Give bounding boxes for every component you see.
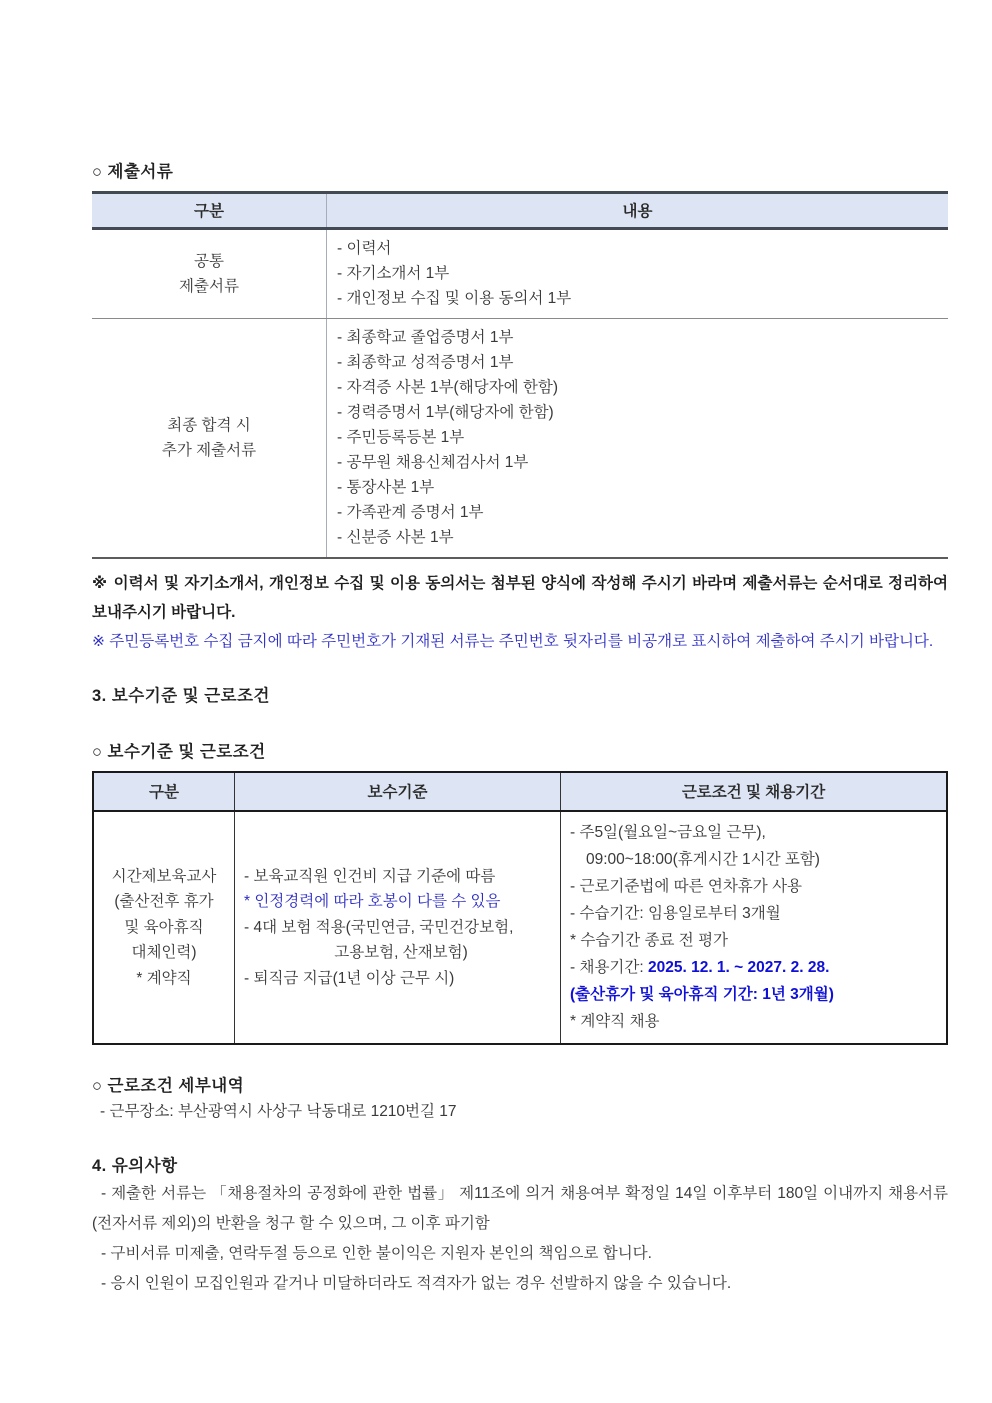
caution-item: - 응시 인원이 모집인원과 같거나 미달하더라도 적격자가 없는 경우 선발하지 않을 수 있습니다. [101,1275,732,1292]
final-items-cell [327,319,948,557]
criteria-line: - 퇴직금 지급(1년 이상 근무 시) [244,969,455,987]
pay-category-line: 및 육아휴직 [124,918,204,936]
list-item: - 이력서 [337,240,392,257]
conditions-line-leave-period: (출산휴가 및 육아휴직 기간: 1년 3개월) [570,986,834,1003]
list-item: - 경력증명서 1부(해당자에 한함) [337,404,554,421]
criteria-line-blue: * 인정경력에 따라 호봉이 다를 수 있음 [244,893,501,911]
criteria-line-continued: 고용보험, 산재보험) [334,944,468,962]
pay-table-header-row [94,773,946,812]
final-category-line: 추가 제출서류 [161,442,257,459]
submission-notes [92,569,948,656]
note-resident-number: ※ 주민등록번호 수집 금지에 따라 주민번호가 기재된 서류는 주민번호 뒷자리를 비공개로 표시하여 제출하여 주시기 바랍니다. [92,633,934,650]
pay-category-line: 대체인력) [131,944,197,962]
conditions-line-employment-period [570,954,944,981]
pay-table [92,771,948,1045]
list-item: - 신분증 사본 1부 [337,529,454,546]
detail-heading: ○ 근로조건 세부내역 [92,1077,245,1095]
list-item: - 최종학교 성적증명서 1부 [337,354,514,371]
employment-period-label: - 채용기간: [570,959,648,976]
list-item: - 개인정보 수집 및 이용 동의서 1부 [337,290,572,307]
list-item: - 자기소개서 1부 [337,265,450,282]
pay-header-category: 구분 [94,773,235,810]
table-row-final [92,318,948,557]
pay-category-line: (출산전후 휴가 [114,893,214,911]
pay-criteria-cell [235,812,561,1043]
note-forms: ※ 이력서 및 자기소개서, 개인정보 수집 및 이용 동의서는 첨부된 양식에 작성해 주시기 바라며 제출서류는 순서대로 정리하여 보내주시기 바랍니다. [92,575,948,621]
pay-table-data-row [94,812,946,1043]
pay-subheading: ○ 보수기준 및 근로조건 [92,743,266,761]
submission-header-category: 구분 [92,194,327,227]
list-item: - 최종학교 졸업증명서 1부 [337,329,514,346]
list-item: - 자격증 사본 1부(해당자에 한함) [337,379,559,396]
criteria-line: - 보육교직원 인건비 지급 기준에 따름 [244,867,496,885]
table-row-common [92,230,948,318]
conditions-line-continued: 09:00~18:00(휴게시간 1시간 포함) [586,851,820,868]
conditions-line: * 계약직 채용 [570,1013,660,1030]
common-items-cell [327,230,948,318]
criteria-line: - 4대 보험 적용(국민연금, 국민건강보험, [244,918,514,936]
pay-category-cell [94,812,235,1043]
pay-conditions-cell [561,812,946,1043]
submission-header-content: 내용 [622,203,653,220]
list-item: - 공무원 채용신체검사서 1부 [337,454,529,471]
submission-table-header-row [92,194,948,230]
conditions-line: - 수습기간: 임용일로부터 3개월 [570,905,781,922]
pay-category-line: 시간제보육교사 [111,867,217,885]
conditions-line: - 근로기준법에 따른 연차휴가 사용 [570,878,803,895]
workplace-line: - 근무장소: 부산광역시 사상구 낙동대로 1210번길 17 [100,1103,457,1120]
employment-period-dates: 2025. 12. 1. ~ 2027. 2. 28. [647,959,830,976]
pay-header-conditions: 근로조건 및 채용기간 [681,784,826,801]
document-content [92,158,948,1299]
pay-header-criteria: 보수기준 [235,773,561,810]
caution-item: - 구비서류 미제출, 연락두절 등으로 인한 불이익은 지원자 본인의 책임으로 합니다. [101,1245,652,1262]
caution-item: - 제출한 서류는 「채용절차의 공정화에 관한 법률」 제11조에 의거 채용여부 확정일 14일 이후부터 180일 이내까지 채용서류(전자서류 제외)의 반환을 청구 할 수 있으며, 그 이후 파기함 [92,1185,948,1232]
cautions-list [92,1179,948,1299]
final-category-line: 최종 합격 시 [167,417,251,434]
list-item: - 주민등록등본 1부 [337,429,465,446]
common-category-line: 공통 [194,253,224,270]
submission-heading: ○ 제출서류 [92,163,174,181]
section-4-title: 4. 유의사항 [92,1157,178,1175]
list-item: - 통장사본 1부 [337,479,435,496]
section-3-title: 3. 보수기준 및 근로조건 [92,687,270,705]
conditions-line: - 주5일(월요일~금요일 근무), [570,824,766,841]
final-category-cell [92,319,327,557]
submission-table [92,191,948,559]
conditions-line: * 수습기간 종료 전 평가 [570,932,729,949]
common-category-cell [92,230,327,318]
list-item: - 가족관계 증명서 1부 [337,504,484,521]
common-category-line: 제출서류 [179,278,239,295]
pay-category-line: * 계약직 [136,969,192,987]
